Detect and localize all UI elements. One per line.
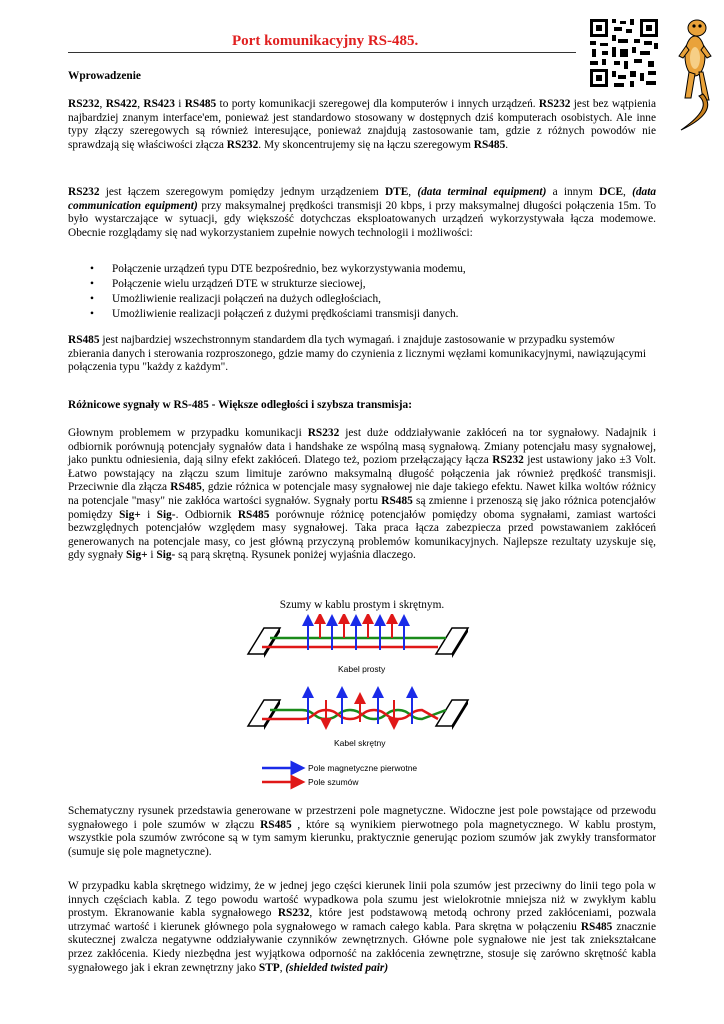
section-heading-intro: Wprowadzenie <box>68 70 141 82</box>
bold-term: Sig- <box>156 549 176 562</box>
bold-term: RS232 <box>307 427 340 439</box>
paragraph <box>68 98 656 152</box>
straight-cable <box>248 618 468 674</box>
text-run: znacznie skutecznej zwalcza negatywne oddziaływanie czynników zewnętrznych. Główne pole sygnałowe nie jest tak zniekształcane przez zakłócenia. Kiedy niezbędna jest wyjątkowa odporność na zakłócenia zewnętrzne, stosuje się zarówno skrętność kabla sygnałowego jak i ekran zewnętrzny jako <box>68 920 656 974</box>
text-run: i <box>140 508 157 521</box>
text-run: a innym <box>546 186 600 198</box>
text-run: to porty komunikacji szeregowej dla komputerów i innych urządzeń. <box>216 98 539 110</box>
title-underline <box>68 52 576 53</box>
text-run: jest bez wątpienia najbardziej znanym interface'em, ponieważ jest standardowo stosowany w dostępnych dziś komputerach osobistych. Ale inne typy złączy szeregowych są również interesujące, ponieważ znajdują zastosowanie tam, gdzie z różnych powodów nie sprawdzają się właściwości złącza <box>68 98 656 151</box>
twisted-pair-noise-diagram <box>242 614 482 794</box>
text-run: i <box>174 98 185 110</box>
legend-noise-field: Pole szumów <box>308 777 359 787</box>
bold-term: (data communication equipment) <box>68 186 657 212</box>
bold-term: RS485 <box>170 481 202 494</box>
bold-term: RS485 <box>260 818 292 831</box>
text-run: jest ustawiony jako ±3 Volt. Łatwo powstający na złączu szum limituje zarówno maksymalną długość połączenia jak również prędkość transmisji. Przeciwnie dla złącza <box>68 454 657 494</box>
list-item: • Umożliwienie realizacji połączeń z dużymi prędkościami transmisji danych. <box>68 307 648 322</box>
bold-term: (shielded twisted pair) <box>285 961 389 974</box>
bold-term: DCE <box>599 186 624 198</box>
bold-term: RS232 <box>68 186 100 198</box>
legend-primary-field: Pole magnetyczne pierwotne <box>308 763 418 773</box>
text-run: , <box>137 98 144 110</box>
paragraph <box>68 186 656 240</box>
bold-term: RS485 <box>237 508 270 521</box>
paragraph <box>68 334 656 375</box>
text-run: . My skoncentrujemy się na łączu szeregowym <box>258 138 474 151</box>
bold-term: RS232 <box>226 138 259 151</box>
text-run: , <box>99 98 106 110</box>
text-run: przy maksymalnej prędkości transmisji 20 kbps, i przy maksymalnej długości połączenia 15m. To było wystarczające w sytuacji, gdy większość dotychczas eksploatowanych urządzeń wykorzystywała łącza modemowe. Obecnie rozglądamy się nad wykorzystaniem zupełnie nowych technologii i możliwości: <box>68 199 656 239</box>
bold-term: DTE <box>384 186 409 198</box>
figure-caption: Szumy w kablu prostym i skrętnym. <box>279 599 445 611</box>
bold-term: RS232 <box>538 98 571 110</box>
bold-term: RS232 <box>68 98 100 110</box>
bold-term: Sig+ <box>119 508 141 521</box>
bold-term: RS485 <box>473 138 506 151</box>
bold-term: RS485 <box>580 920 613 933</box>
figure-legend <box>262 763 417 787</box>
bold-term: RS485 <box>68 334 100 346</box>
paragraph <box>68 427 656 563</box>
list-item: • Umożliwienie realizacji połączeń na dużych odległościach, <box>68 292 648 307</box>
text-run: W przypadku kabla skrętnego widzimy, że w jednej jego części kierunek linii pola szumów jest przeciwny do linii tego pola w innych częściach kabla. Z tego powodu wartość wypadkowa pola szumu jest wielokrotnie mniejsza niż w zwykłym kablu prostym. Ekranowanie kabla sygnałowego <box>68 880 656 920</box>
paragraph <box>68 880 656 975</box>
text-run: . <box>505 138 509 151</box>
text-run: jest najbardziej wszechstronnym standardem dla tych wymagań. i znajduje zastosowanie w przypadku systemów zbierania danych i sterowania rozproszonego, gdzie mamy do czynienia z licznymi węzłami komunikacyjnymi, nawiązującymi połączenia typu "każdy z każdym". <box>68 334 647 374</box>
section-heading-differential: Różnicowe sygnały w RS-485 - Większe odległości i szybsza transmisja: <box>68 399 412 411</box>
paragraph <box>68 805 656 859</box>
text-run: Głownym problemem w przypadku komunikacji <box>68 427 308 439</box>
text-run: jest łączem szeregowym pomiędzy jednym urządzeniem <box>99 186 385 198</box>
text-run: , które jest podstawową metodą ochrony przed zakłóceniami, pozwala utrzymać wartość i kierunek głównego pola sygnałowego w ramach całego kabla. Para skrętna w połączeniu <box>68 907 656 933</box>
bold-term: Sig- <box>156 508 176 521</box>
list-item: • Połączenie urządzeń typu DTE bezpośrednio, bez wykorzystywania modemu, <box>68 262 648 277</box>
text-run: , <box>279 961 286 974</box>
bold-term: (data terminal equipment) <box>417 186 547 198</box>
bold-term: RS422 <box>105 98 138 110</box>
twisted-cable <box>248 692 468 748</box>
bold-term: RS232 <box>277 907 310 920</box>
list-item: • Połączenie wielu urządzeń DTE w strukturze sieciowej, <box>68 277 648 292</box>
text-run: jest duże oddziaływanie zakłóceń na tor sygnałowy. Nadajnik i odbiornik porównują potencjały sygnałów data i handshake ze wspólną masą sygnałową. Zmiany potencjału masy sygnałowej, jako punktu odniesienia, dają silny efekt zakłóceń. Dlatego też, poziom przełączający łącza <box>68 427 657 467</box>
feature-list <box>68 262 648 322</box>
bold-term: RS485 <box>381 494 413 507</box>
text-run: są zmienne i przenoszą się jako różnica potencjałów pomiędzy <box>68 494 656 521</box>
text-run: , gdzie różnica w potencjale masy sygnałowej nie daje takiego efektu. Nawet kilka woltów różnicy na potencjale "masy" nie zakłóca wartości sygnałów. Sygnały portu <box>68 481 656 507</box>
label-twisted-cable: Kabel skrętny <box>334 738 386 748</box>
bold-term: Sig+ <box>125 549 148 562</box>
bold-term: STP <box>258 961 280 974</box>
text-run: , <box>623 186 633 198</box>
bold-term: RS485 <box>184 98 217 110</box>
text-run: są parą skrętną. Rysunek poniżej wyjaśnia dlaczego. <box>175 549 416 562</box>
text-run: Schematyczny rysunek przedstawia generowane w przestrzeni pole magnetyczne. Widoczne jest pole powstające od przewodu sygnałowego i pole szumów w złączu <box>68 805 656 831</box>
bold-term: RS232 <box>492 454 524 467</box>
label-straight-cable: Kabel prosty <box>338 664 386 674</box>
text-run: . Odbiornik <box>175 508 238 521</box>
text-run: , które są wynikiem pierwotnego pola magnetycznego. W kablu prostym, wszystkie pola szumów zwrócone są w tym samym kierunku, praktycznie generując poziom szumów jak zwykły transformator (sumuje się pole magnetyczne). <box>68 818 656 858</box>
text-run: i <box>147 549 157 562</box>
page-title: Port komunikacyjny RS-485. <box>232 33 419 49</box>
bold-term: RS423 <box>143 98 175 110</box>
text-run: , <box>408 186 418 198</box>
text-run: porównuje różnicę potencjałów pomiędzy oboma sygnałami, zamiast wartości bezwzględnych potencjałów względem masy sygnałowej. Taka praca łącza zabezpiecza przed powstawaniem zakłóceń generowanych na potencjale masy, co jest główną przyczyną problemów komunikacyjnych. Najlepsze rezultaty uzyskuje się, gdy sygnały <box>68 508 656 562</box>
